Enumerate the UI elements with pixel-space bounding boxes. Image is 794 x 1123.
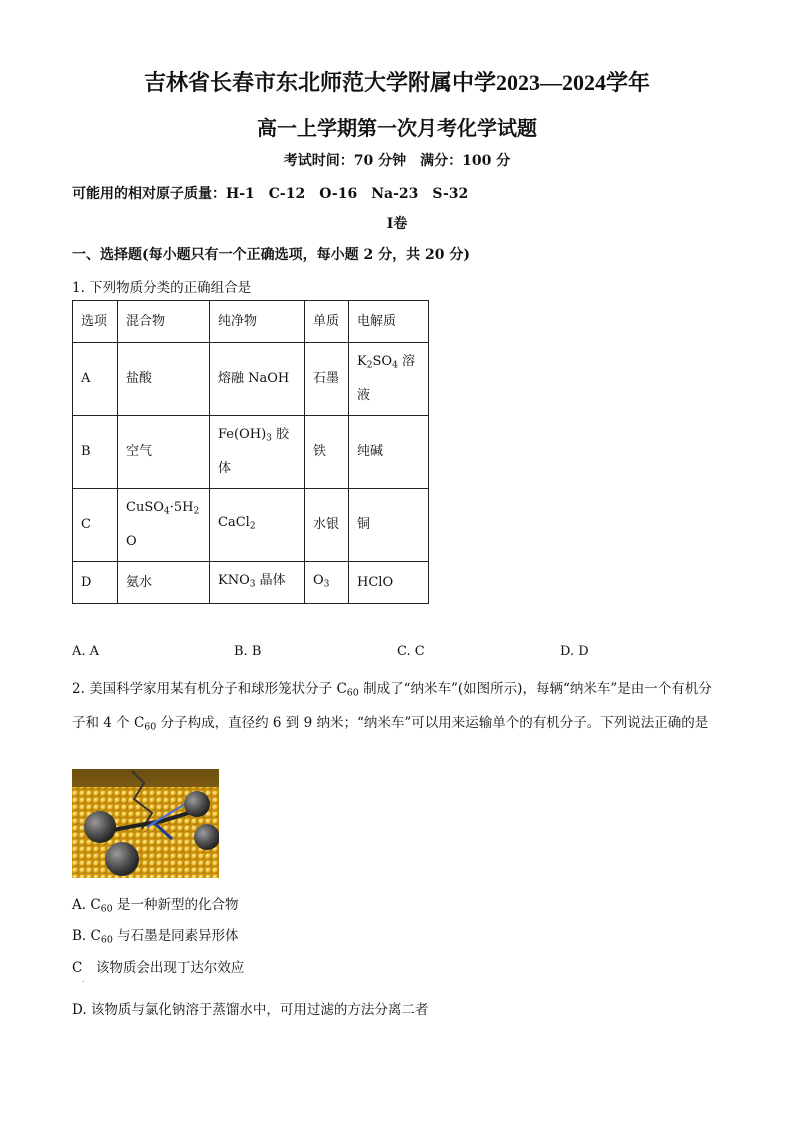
element-cell: 水银 [305, 489, 349, 562]
atomic-masses: 可能用的相对原子质量：H-1 C-12 O-16 Na-23 S-32 [72, 186, 469, 202]
pure-cell: 熔融 NaOH [210, 343, 305, 416]
header-cell: 电解质 [349, 301, 429, 343]
electrolyte-cell: 铜 [349, 489, 429, 562]
header-cell: 单质 [305, 301, 349, 343]
element-cell: $O_3$ [305, 562, 349, 604]
option-c[interactable]: C. C [397, 644, 425, 659]
pure-cell: CaCl$_2$ [210, 489, 305, 562]
option-b[interactable]: B. B [234, 644, 262, 659]
option-cell: B [73, 416, 118, 489]
question-2-option-b[interactable]: B. $C_{60}$ 与石墨是同素异形体 [72, 928, 239, 946]
table-header-row [73, 301, 429, 343]
pure-cell: $Fe(OH)_3$ 胶 体 [210, 416, 305, 489]
option-cell: A [73, 343, 118, 416]
element-cell: 铁 [305, 416, 349, 489]
mixture-cell: 氨水 [118, 562, 210, 604]
question-2-option-a[interactable]: A. $C_{60}$ 是一种新型的化合物 [72, 897, 239, 915]
option-cell: D [73, 562, 118, 604]
mixture-cell: 空气 [118, 416, 210, 489]
option-a[interactable]: A. A [72, 644, 100, 659]
mixture-cell: $CuSO_4\cdot 5H_2$ O [118, 489, 210, 562]
pure-cell: $KNO_3$ 晶体 [210, 562, 305, 604]
header-cell: 混合物 [118, 301, 210, 343]
electrolyte-cell: HClO [349, 562, 429, 604]
table-row [73, 489, 429, 562]
electrolyte-cell: 纯碱 [349, 416, 429, 489]
question-2-option-d[interactable]: D. 该物质与氯化钠溶于蒸馏水中，可用过滤的方法分离二者 [72, 1002, 429, 1018]
classification-table [72, 300, 429, 604]
table-row [73, 343, 429, 416]
table-row [73, 416, 429, 489]
question-2-stem: 2. 美国科学家用某有机分子和球形笼状分子 $C_{60}$ 制成了“纳米车”(如图所示)，每辆“纳米车”是由一个有机分子和 4 个 $C_{60}$ 分子构成，直径约 6 到 9 纳米；“纳米车”可以用来运输单个的有机分子。下列说法正确的是 [72, 681, 712, 733]
option-cell: C [73, 489, 118, 562]
header-cell: 选项 [73, 301, 118, 343]
exam-info: 考试时间：70 分钟 满分：100 分 [283, 153, 511, 169]
title-line-2: 高一上学期第一次月考化学试题 [257, 118, 537, 140]
table-row [73, 562, 429, 604]
volume-label: Ⅰ卷 [386, 216, 408, 232]
question-2-option-c[interactable]: C 该物质会出现丁达尔效应 [72, 960, 245, 976]
option-d[interactable]: D. D [560, 644, 589, 659]
electrolyte-cell: $K_2SO_4$ 溶 液 [349, 343, 429, 416]
header-cell: 纯净物 [210, 301, 305, 343]
mixture-cell: 盐酸 [118, 343, 210, 416]
section-heading: 一、选择题(每小题只有一个正确选项，每小题 2 分，共 20 分) [72, 247, 470, 263]
element-cell: 石墨 [305, 343, 349, 416]
nanocar-image [72, 769, 219, 878]
title-line-1: 吉林省长春市东北师范大学附属中学2023—2024学年 [143, 70, 650, 95]
stray-mark: . [82, 975, 85, 984]
question-1-stem: 1. 下列物质分类的正确组合是 [72, 280, 252, 296]
